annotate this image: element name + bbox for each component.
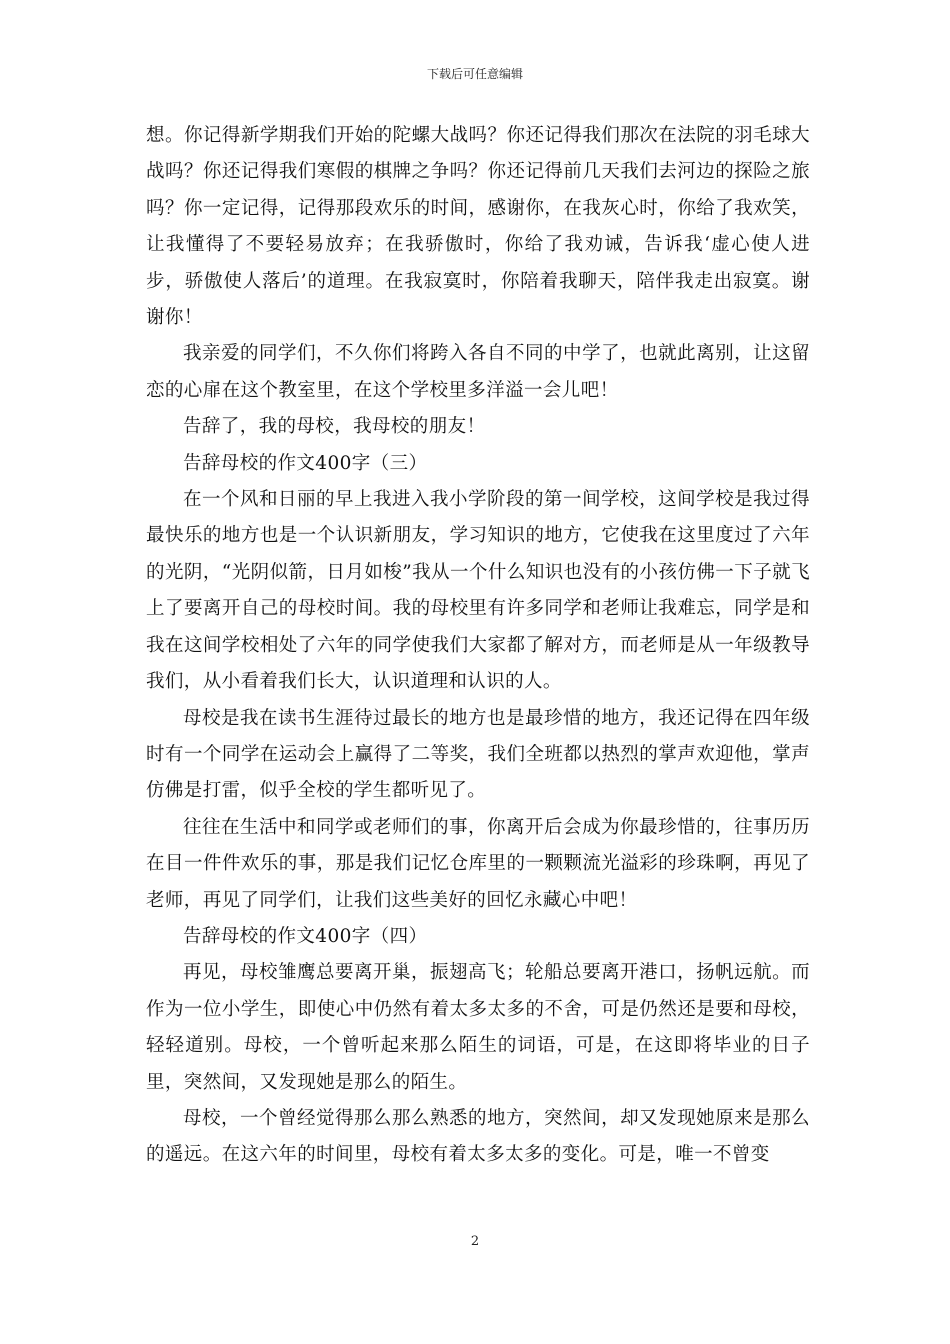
- page-header: 下载后可任意编辑: [426, 67, 523, 81]
- paragraph: 母校，一个曾经觉得那么那么熟悉的地方，突然间，却又发现她原来是那么的遥远。在这六年的时间里，母校有着太多太多的变化。可是，唯一不曾变: [146, 1107, 810, 1166]
- paragraph: 母校是我在读书生涯待过最长的地方也是最珍惜的地方，我还记得在四年级时有一个同学在运动会上赢得了二等奖，我们全班都以热烈的掌声欢迎他，掌声仿佛是打雷，似乎全校的学生都听见了。: [146, 707, 810, 802]
- paragraph: 想。你记得新学期我们开始的陀螺大战吗？你还记得我们那次在法院的羽毛球大战吗？你还记得我们寒假的棋牌之争吗？你还记得前几天我们去河边的探险之旅吗？你一定记得，记得那段欢乐的时间，感谢你，在我灰心时，你给了我欢笑，让我懂得了不要轻易放弃；在我骄傲时，你给了我劝诫，告诉我‘虚心使人进步，骄傲使人落后’的道理。在我寂寞时，你陪着我聊天，陪伴我走出寂寞。谢谢你！: [146, 125, 810, 329]
- paragraph: 我亲爱的同学们，不久你们将跨入各自不同的中学了，也就此离别，让这留恋的心扉在这个教室里，在这个学校里多洋溢一会儿吧！: [146, 343, 810, 401]
- section-heading: 告辞母校的作文400字（四）: [183, 925, 428, 947]
- paragraph: 告辞了，我的母校，我母校的朋友！: [183, 416, 486, 438]
- document-body: [146, 118, 810, 1174]
- paragraph: 在一个风和日丽的早上我进入我小学阶段的第一间学校，这间学校是我过得最快乐的地方也是一个认识新朋友，学习知识的地方，它使我在这里度过了六年的光阴，“光阴似箭，日月如梭”我从一个什么知识也没有的小孩仿佛一下子就飞上了要离开自己的母校时间。我的母校里有许多同学和老师让我难忘，同学是和我在这间学校相处了六年的同学使我们大家都了解对方，而老师是从一年级教导我们，从小看着我们长大，认识道理和认识的人。: [146, 489, 810, 693]
- page-number: 2: [470, 1234, 480, 1249]
- paragraph: 再见，母校雏鹰总要离开巢，振翅高飞；轮船总要离开港口，扬帆远航。而作为一位小学生，即使心中仍然有着太多太多的不舍，可是仍然还是要和母校，轻轻道别。母校，一个曾听起来那么陌生的词语，可是，在这即将毕业的日子里，突然间，又发现她是那么的陌生。: [146, 962, 810, 1093]
- section-heading: 告辞母校的作文400字（三）: [183, 452, 428, 474]
- paragraph: 往往在生活中和同学或老师们的事，你离开后会成为你最珍惜的，往事历历在目一件件欢乐的事，那是我们记忆仓库里的一颗颗流光溢彩的珍珠啊，再见了老师，再见了同学们，让我们这些美好的回忆永藏心中吧！: [146, 816, 810, 911]
